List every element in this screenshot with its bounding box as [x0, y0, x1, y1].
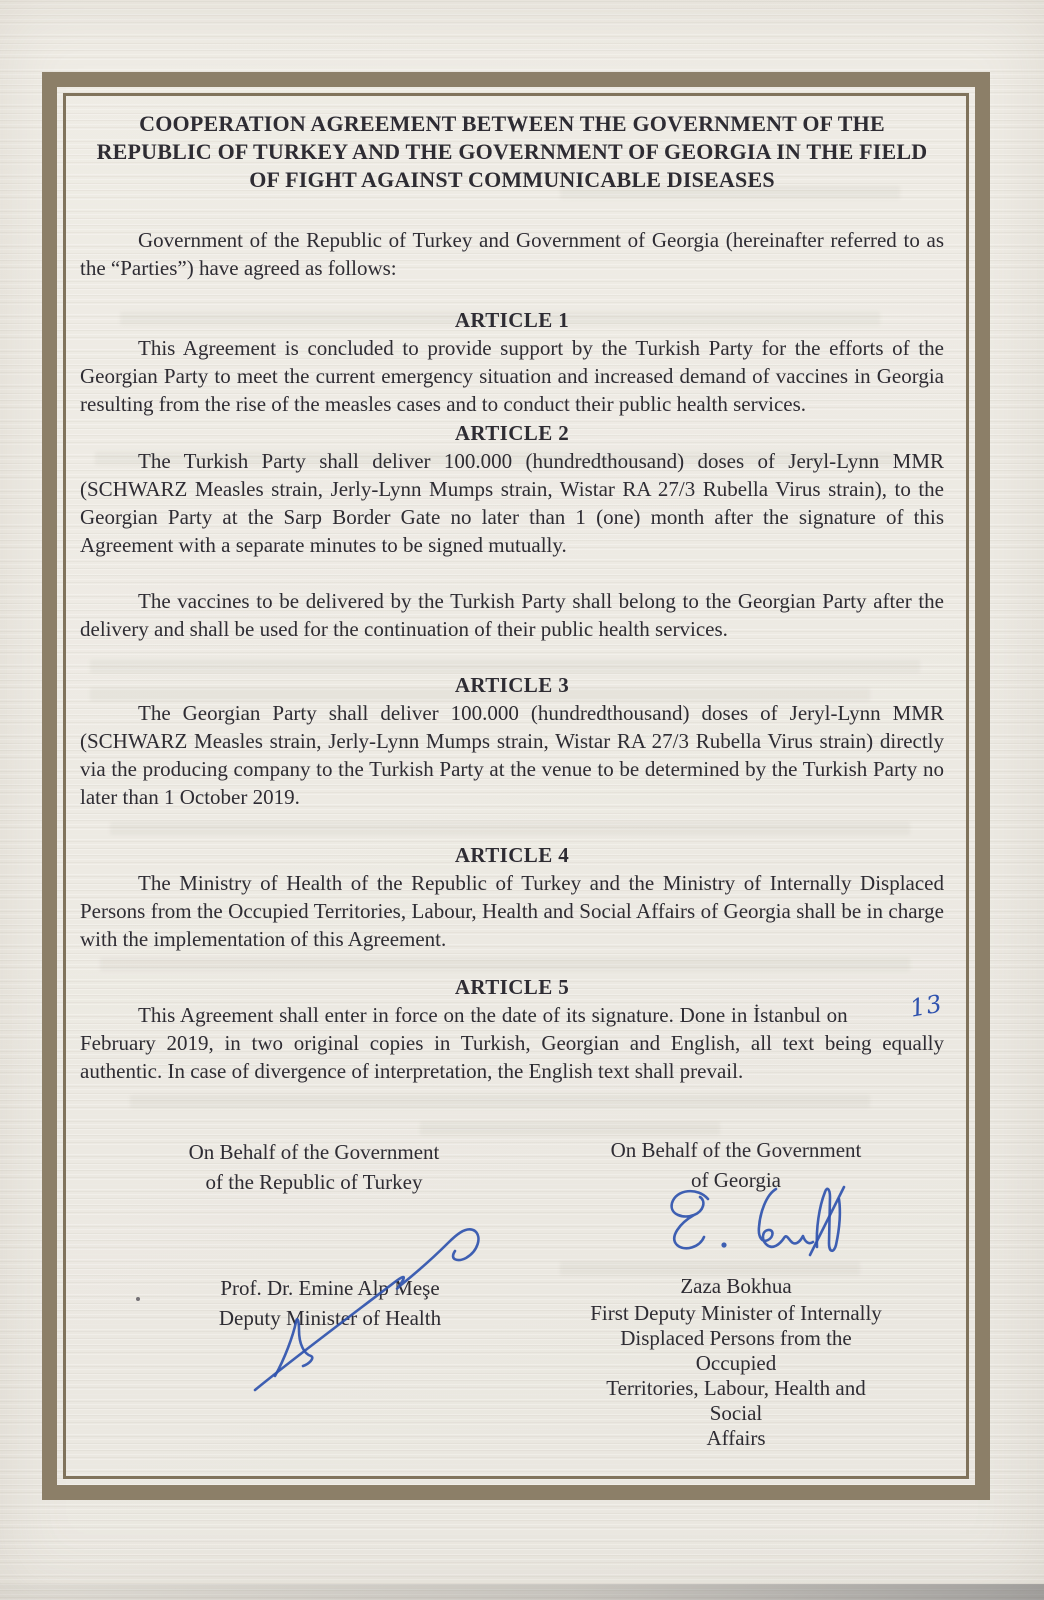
document-page	[66, 96, 958, 1476]
article-2-paragraph: The vaccines to be delivered by the Turkish Party shall belong to the Georgian Party after the delivery and shall be used for the continuation of their public health services.	[80, 589, 944, 641]
signatory-title-line: Affairs	[706, 1426, 766, 1450]
photo-bottom-edge-shadow	[0, 1584, 1044, 1600]
document-title-line: OF FIGHT AGAINST COMMUNICABLE DISEASES	[249, 167, 775, 192]
handwritten-date: 13	[908, 989, 946, 1023]
signatory-title-line: Displaced Persons from the Occupied	[620, 1326, 852, 1375]
article-4-heading: ARTICLE 4	[454, 843, 570, 867]
article-5-text-before-date: This Agreement shall enter in force on the date of its signature. Done in İstanbul on	[138, 1003, 854, 1027]
georgia-signature-ink	[664, 1185, 854, 1275]
signatory-name: Prof. Dr. Emine Alp Meşe	[220, 1276, 440, 1300]
article-3-paragraph: The Georgian Party shall deliver 100.000 (hundredthousand) doses of Jeryl-Lynn MMR (SCHWARZ Measles strain, Jerly-Lynn Mumps strain, Wistar RA 27/3 Rubella Virus strain) directly via the producing company to the Turkish Party at the venue to be determined by the Turkish Party no later than 1 October 2019.	[80, 701, 944, 809]
article-5-text-after-date: February 2019, in two original copies in Turkish, Georgian and English, all text being equally authentic. In case of divergence of interpretation, the English text shall prevail.	[80, 1031, 944, 1083]
article-2-heading: ARTICLE 2	[454, 421, 570, 445]
signatory-name: Zaza Bokhua	[680, 1274, 792, 1298]
document-title	[80, 110, 944, 194]
article-1-paragraph: This Agreement is concluded to provide support by the Turkish Party for the efforts of the Georgian Party to meet the current emergency situation and increased demand of vaccines in Georgia resulting from the rise of the measles cases and to conduct their public health services.	[80, 336, 944, 416]
article-5-heading: ARTICLE 5	[454, 975, 570, 999]
signatory-right-header	[586, 1135, 886, 1195]
article-1-heading: ARTICLE 1	[454, 308, 570, 332]
signatory-title-line: First Deputy Minister of Internally	[590, 1301, 882, 1325]
on-behalf-line: of Georgia	[691, 1168, 781, 1192]
on-behalf-line: On Behalf of the Government	[610, 1138, 862, 1162]
signatory-right-name-block	[586, 1271, 886, 1451]
signature-section	[80, 1115, 944, 1450]
document-title-line: REPUBLIC OF TURKEY AND THE GOVERNMENT OF GEORGIA IN THE FIELD	[96, 139, 928, 164]
article-3-heading: ARTICLE 3	[454, 673, 570, 697]
article-2-paragraph: The Turkish Party shall deliver 100.000 (hundredthousand) doses of Jeryl-Lynn MMR (SCHWARZ Measles strain, Jerly-Lynn Mumps strain, Wistar RA 27/3 Rubella Virus strain), to the Georgian Party at the Sarp Border Gate no later than 1 (one) month after the signature of this Agreement with a separate minutes to be signed mutually.	[80, 449, 944, 557]
on-behalf-line: of the Republic of Turkey	[205, 1170, 423, 1194]
ink-dot-artifact	[136, 1297, 140, 1301]
article-4-paragraph: The Ministry of Health of the Republic of Turkey and the Ministry of Internally Displaced Persons from the Occupied Territories, Labour, Health and Social Affairs of Georgia shall be in charge with the implementation of this Agreement.	[80, 871, 944, 951]
preamble-text: Government of the Republic of Turkey and Government of Georgia (hereinafter referred to as the “Parties”) have agreed as follows:	[80, 228, 944, 280]
signatory-left-name-block	[180, 1273, 480, 1333]
on-behalf-line: On Behalf of the Government	[188, 1140, 440, 1164]
signatory-left-header	[174, 1137, 454, 1197]
document-title-line: COOPERATION AGREEMENT BETWEEN THE GOVERNMENT OF THE	[139, 111, 885, 136]
signatory-title-line: Territories, Labour, Health and Social	[606, 1376, 866, 1425]
article-5-paragraph	[80, 989, 946, 1085]
signatory-title: Deputy Minister of Health	[218, 1306, 442, 1330]
